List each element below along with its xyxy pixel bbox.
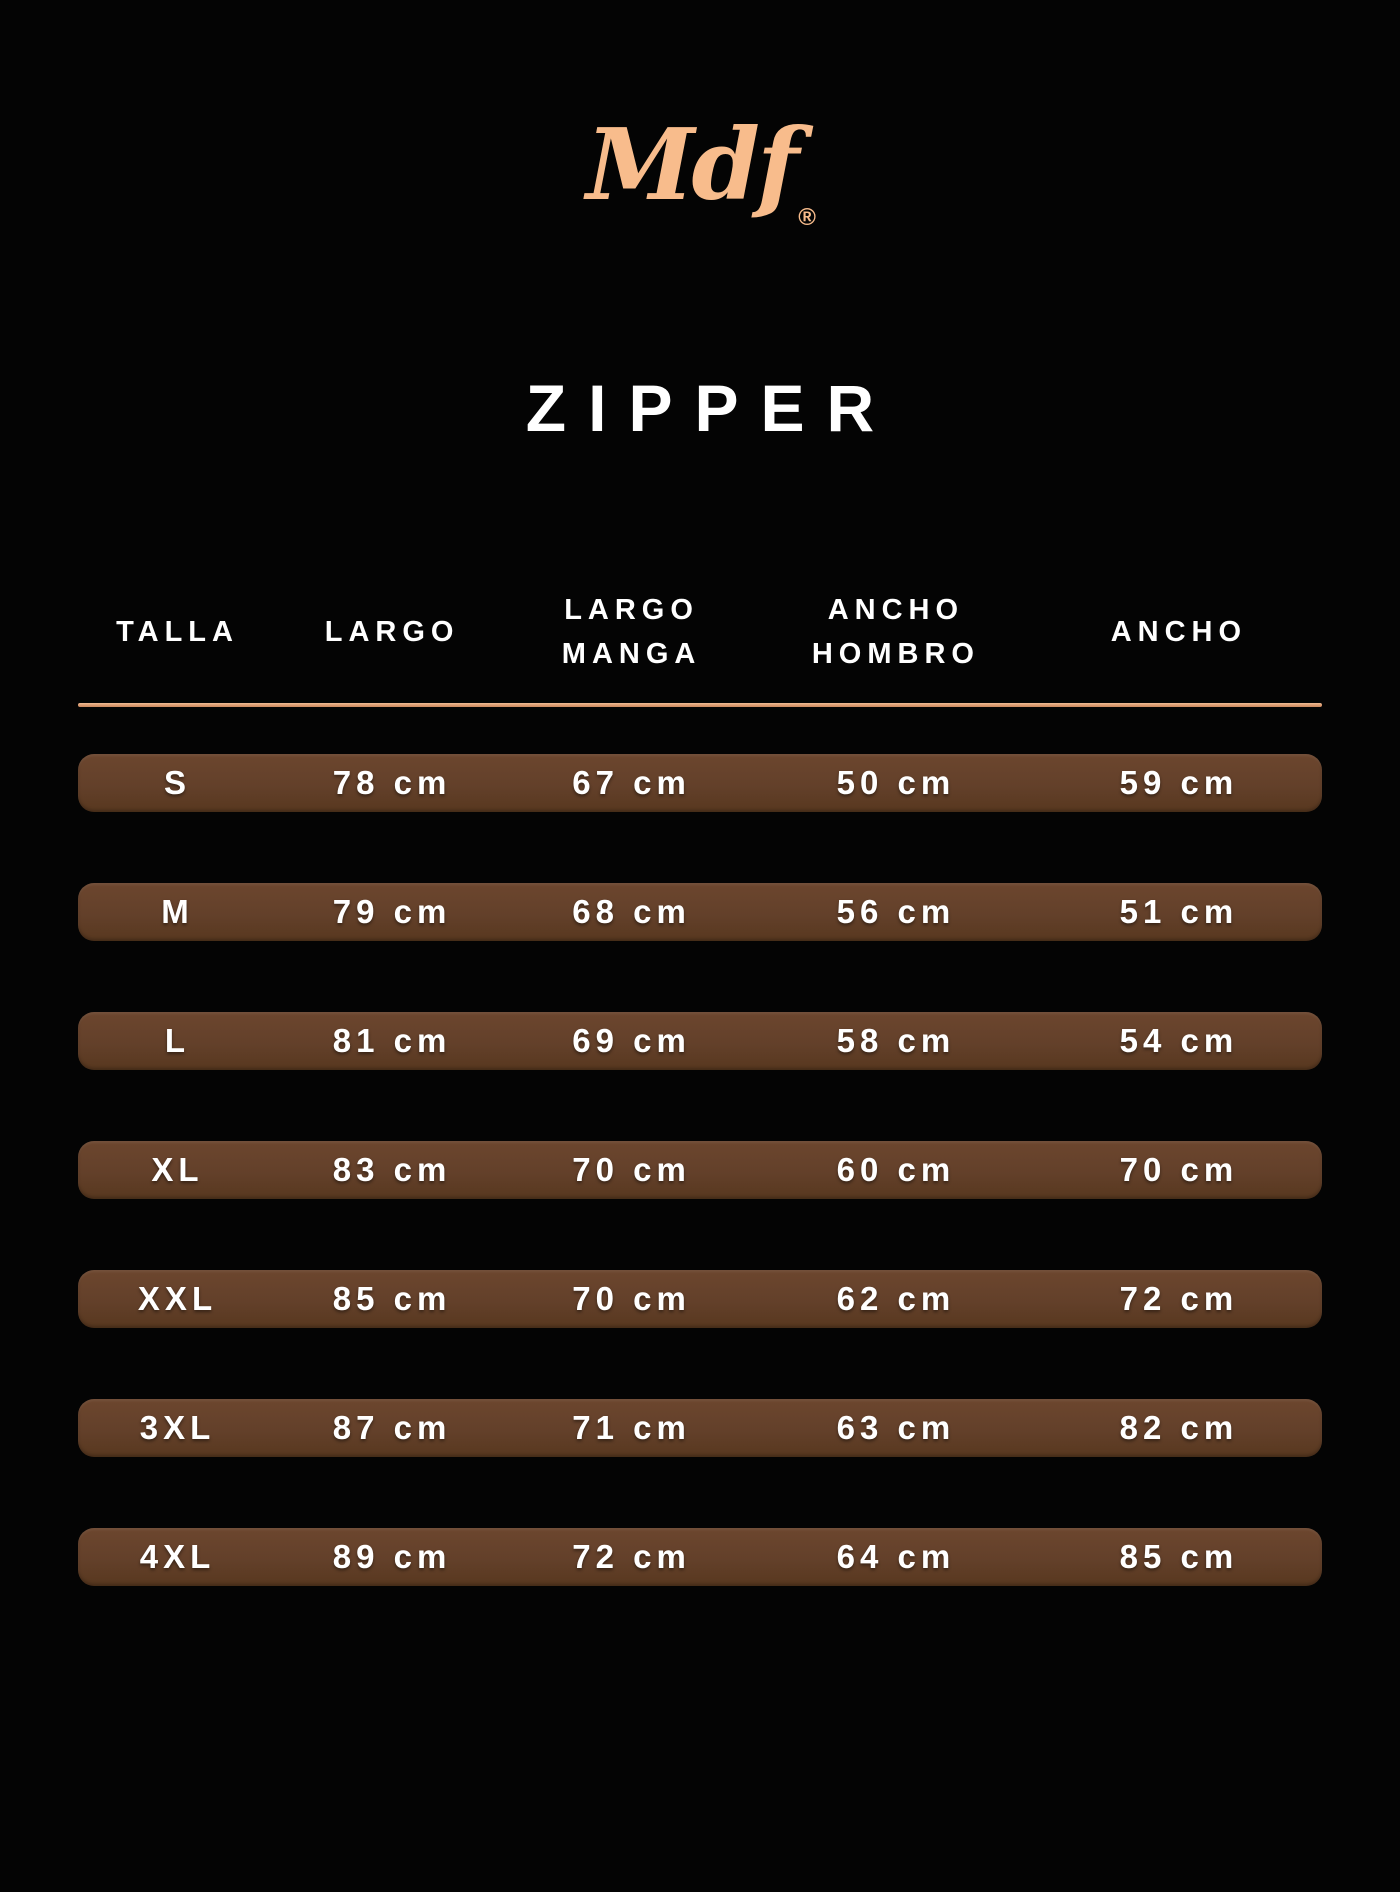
ancho-value: 51 cm: [1119, 892, 1239, 930]
column-header-ancho-hombro: [756, 589, 1036, 676]
size-value: 4XL: [139, 1537, 216, 1575]
column-header-largo-manga: [507, 589, 756, 676]
table-row-m: [78, 883, 1322, 941]
largo-manga-value: 68 cm: [572, 892, 691, 930]
table-body: [78, 754, 1322, 1586]
table-row-4xl: [78, 1528, 1322, 1586]
ancho-hombro-value: 62 cm: [836, 1279, 956, 1317]
column-header-line: MANGA: [561, 637, 702, 670]
ancho-value: 70 cm: [1119, 1150, 1239, 1188]
largo-value: 87 cm: [332, 1408, 452, 1446]
largo-manga-value: 70 cm: [572, 1279, 691, 1317]
table-row-l: [78, 1012, 1322, 1070]
ancho-value: 54 cm: [1119, 1021, 1239, 1059]
column-header-talla: [78, 611, 277, 655]
column-header-line: LARGO: [324, 616, 460, 649]
largo-value: 81 cm: [332, 1021, 452, 1059]
ancho-hombro-value: 50 cm: [836, 763, 956, 801]
column-header-ancho: [1036, 611, 1322, 655]
ancho-value: 82 cm: [1119, 1408, 1239, 1446]
page-title: ZIPPER: [525, 370, 897, 445]
table-row-xxl: [78, 1270, 1322, 1328]
size-value: M: [161, 892, 194, 930]
ancho-hombro-value: 64 cm: [836, 1537, 956, 1575]
header-divider-rule: [78, 703, 1322, 707]
ancho-hombro-value: 60 cm: [836, 1150, 956, 1188]
size-table: [78, 587, 1322, 1586]
size-value: S: [164, 763, 192, 801]
largo-value: 79 cm: [332, 892, 452, 930]
largo-value: 85 cm: [332, 1279, 452, 1317]
ancho-hombro-value: 56 cm: [836, 892, 956, 930]
ancho-value: 59 cm: [1119, 763, 1239, 801]
column-header-line: LARGO: [564, 594, 699, 627]
size-value: 3XL: [139, 1408, 216, 1446]
column-header-line: ANCHO: [827, 594, 965, 627]
largo-value: 89 cm: [332, 1537, 452, 1575]
size-value: XXL: [137, 1279, 218, 1317]
largo-manga-value: 72 cm: [572, 1537, 691, 1575]
size-value: XL: [151, 1150, 204, 1188]
largo-manga-value: 67 cm: [572, 763, 691, 801]
size-value: L: [164, 1021, 191, 1059]
largo-value: 78 cm: [332, 763, 452, 801]
ancho-value: 85 cm: [1119, 1537, 1239, 1575]
largo-value: 83 cm: [332, 1150, 452, 1188]
table-header-row: [78, 587, 1322, 679]
column-header-line: ANCHO: [1110, 616, 1248, 649]
column-header-line: HOMBRO: [811, 637, 980, 670]
largo-manga-value: 69 cm: [572, 1021, 691, 1059]
ancho-hombro-value: 63 cm: [836, 1408, 956, 1446]
largo-manga-value: 70 cm: [572, 1150, 691, 1188]
brand-logo: [0, 0, 1400, 231]
largo-manga-value: 71 cm: [572, 1408, 691, 1446]
table-row-s: [78, 754, 1322, 812]
registered-trademark-icon: ®: [798, 204, 816, 231]
column-header-largo: [277, 611, 507, 655]
table-row-xl: [78, 1141, 1322, 1199]
ancho-hombro-value: 58 cm: [836, 1021, 956, 1059]
column-header-line: TALLA: [116, 616, 239, 649]
table-row-3xl: [78, 1399, 1322, 1457]
brand-logo-text: Mdf: [586, 108, 797, 223]
ancho-value: 72 cm: [1119, 1279, 1239, 1317]
